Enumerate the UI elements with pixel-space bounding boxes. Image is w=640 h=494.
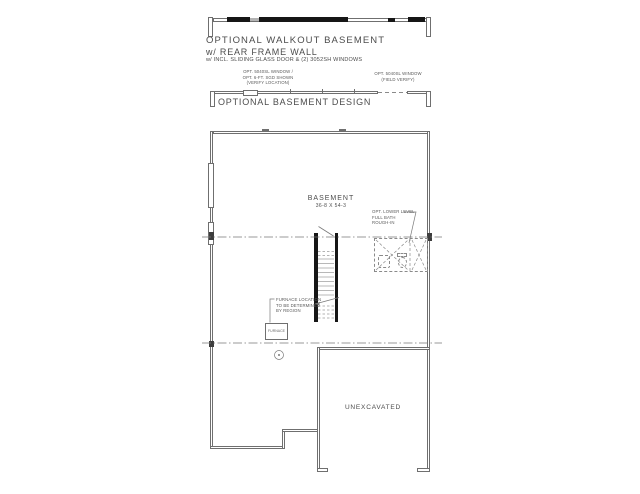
- furnace-note-line3: BY REGION: [276, 308, 301, 314]
- window-annotation-right-line2: (FIELD VERIFY): [381, 76, 415, 82]
- furnace-note-line1: FURNACE LOCATION: [276, 297, 322, 302]
- bath-note-line2: FULL BATH: [372, 214, 396, 220]
- walkout-title: OPTIONAL WALKOUT BASEMENT: [206, 35, 386, 46]
- window-annotation-left-line1: OPT. 5040SL WINDOW /: [243, 69, 293, 74]
- sump-pit-center: [278, 354, 280, 356]
- bath-x-lines: [376, 238, 426, 272]
- furnace-note-leader: [270, 299, 275, 323]
- furnace-box-label: FURNACE: [268, 329, 285, 333]
- walkout-subtitle-frame-wall: w/ REAR FRAME WALL: [206, 47, 318, 57]
- basement-dimensions: 36-8 X 54-3: [315, 202, 347, 209]
- walkout-subtitle-inclusions: w/ INCL. SLIDING GLASS DOOR & (2) 3052SH WINDOWS: [206, 57, 363, 63]
- bath-note-line1: OPT. LOWER LEVEL: [372, 209, 415, 214]
- basement-room-label: BASEMENT: [307, 195, 355, 202]
- design-title: OPTIONAL BASEMENT DESIGN: [218, 97, 372, 107]
- stair-treads: [318, 259, 334, 295]
- unexcavated-label: UNEXCAVATED: [344, 404, 402, 411]
- bath-note-line3: ROUGH-IN: [372, 220, 395, 226]
- furnace-note-line2: TO BE DETERMINED: [276, 302, 321, 308]
- furnace-location-note: [276, 297, 321, 314]
- window-annotation-right-line1: OPT. 5040SL WINDOW: [374, 71, 422, 76]
- window-annotation-left-line2: OPT. 6-FT. SGD SHOWN: [242, 74, 294, 80]
- window-annotation-left-line3: (VERIFY LOCATION): [246, 80, 290, 86]
- bath-rough-in-note: [372, 209, 415, 226]
- stair-door-swing: [319, 227, 334, 237]
